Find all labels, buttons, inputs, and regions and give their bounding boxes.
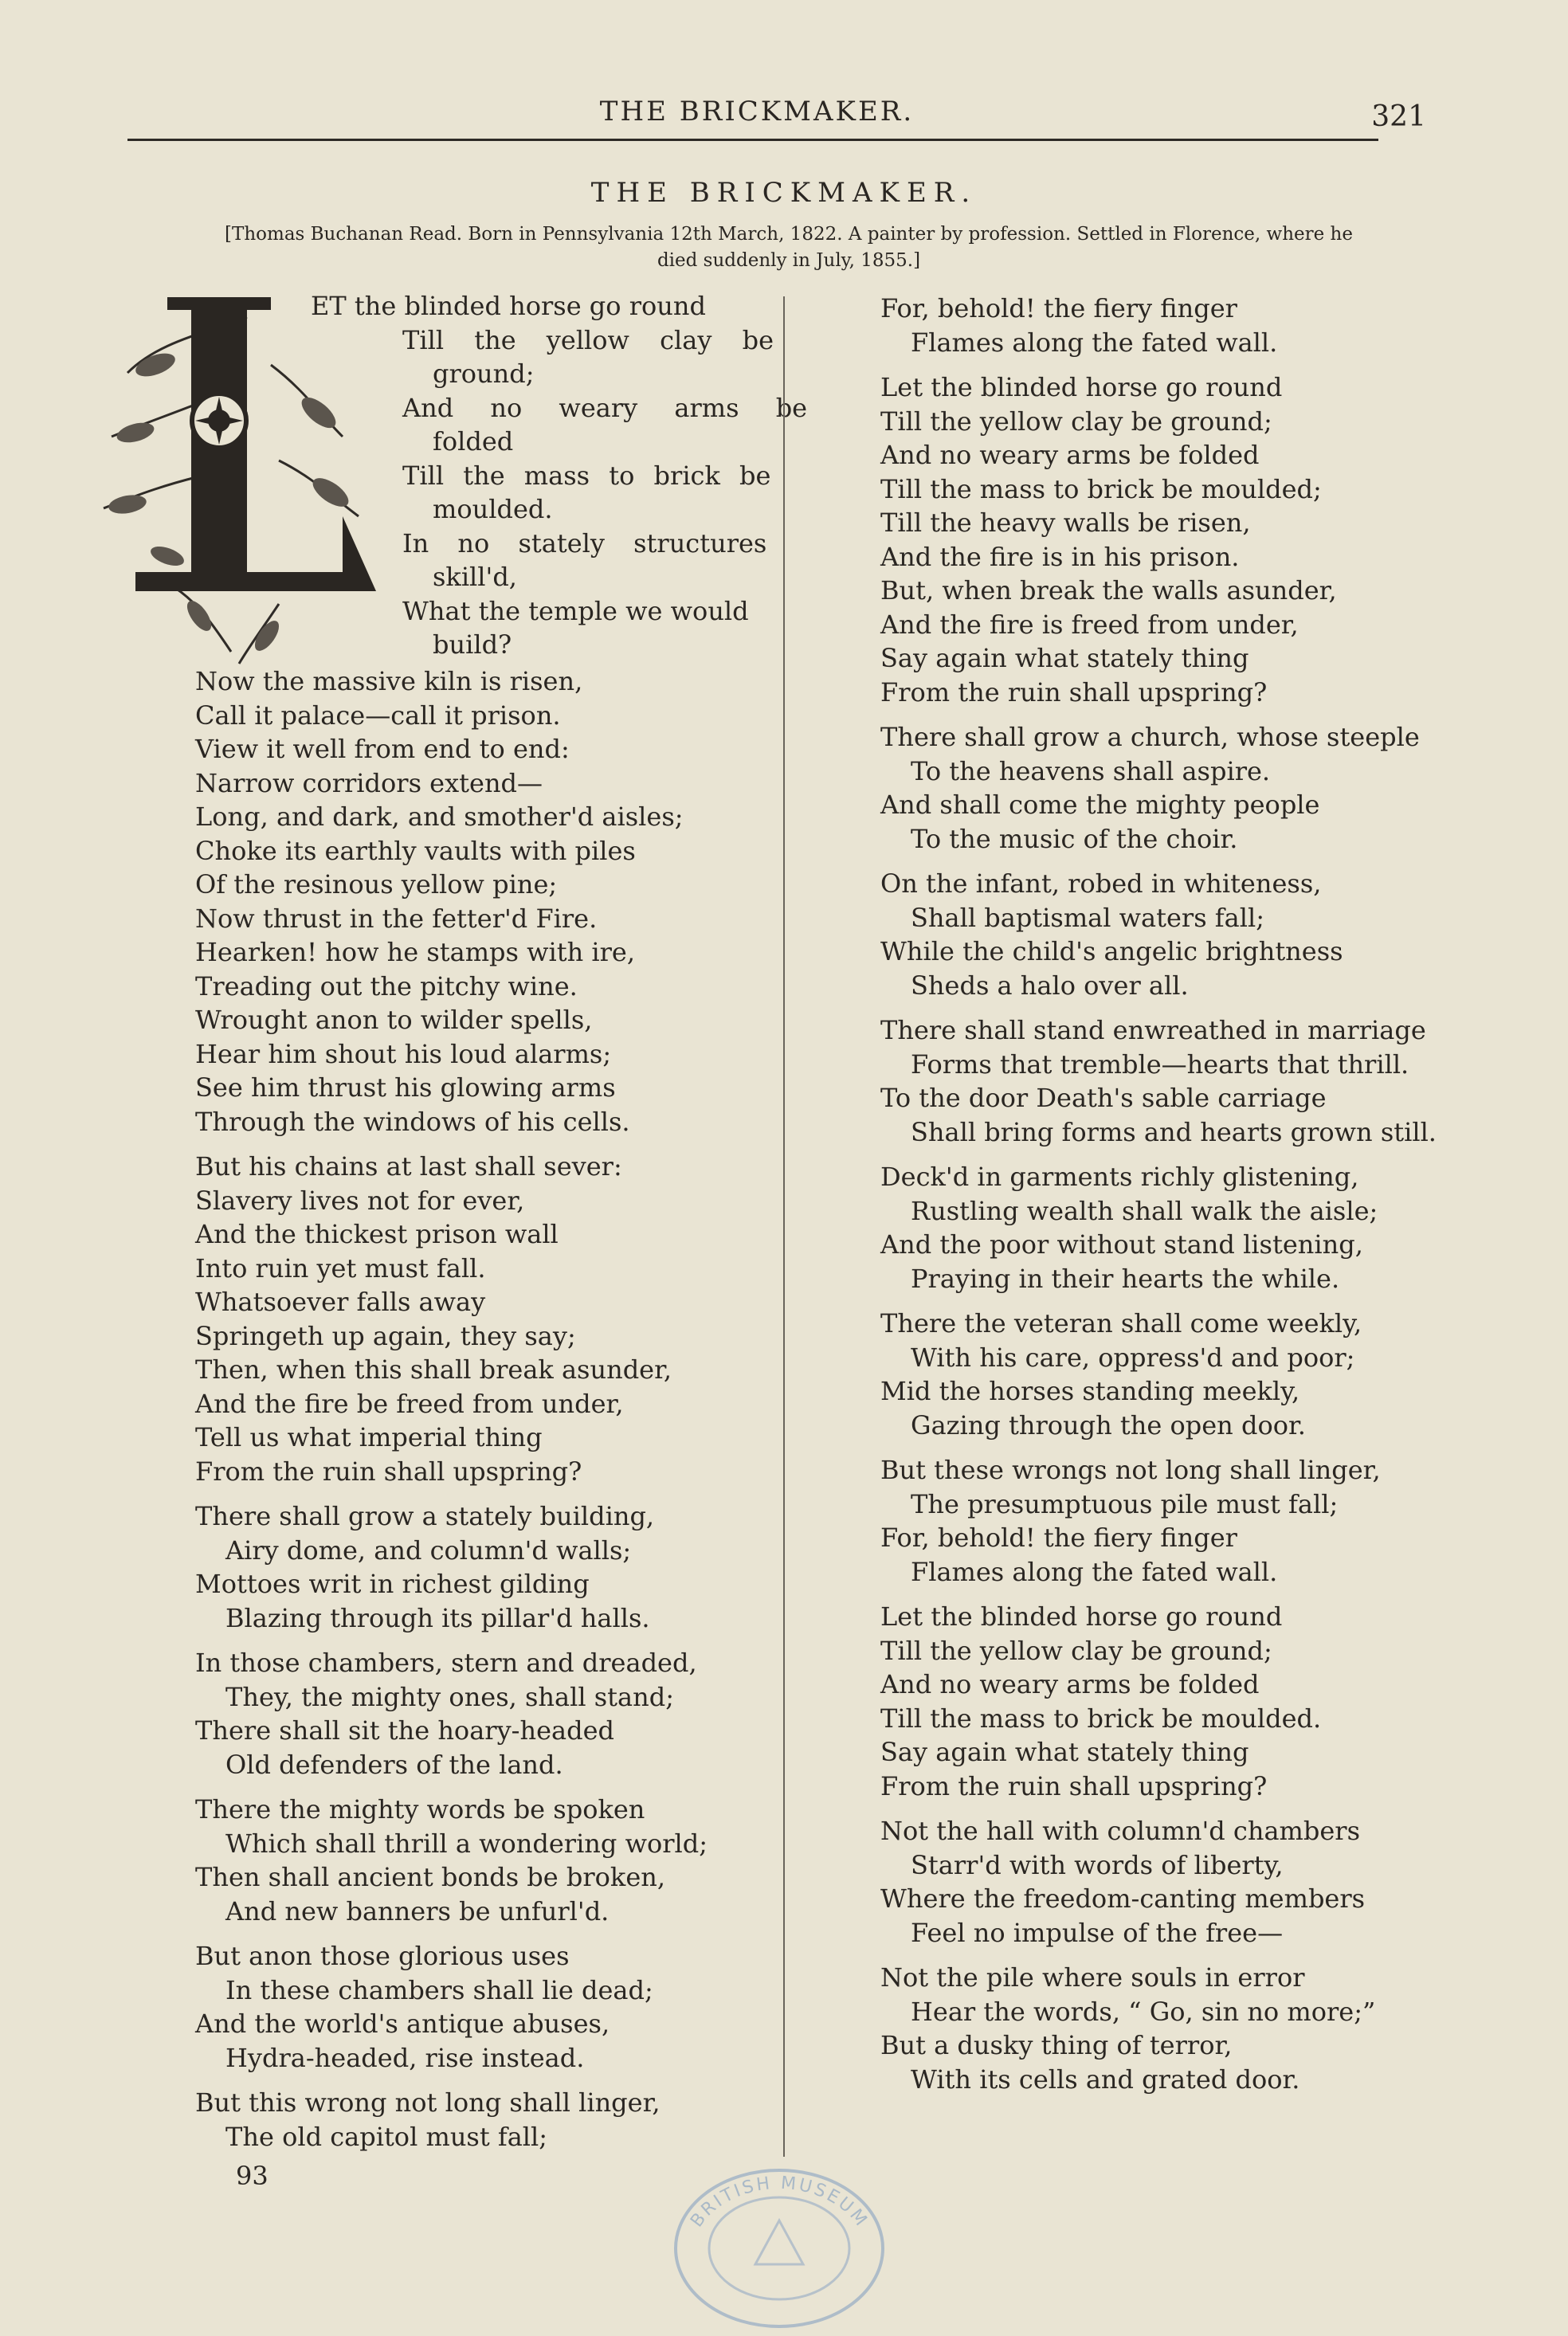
verse-line: Whatsoever falls away: [195, 1287, 486, 1317]
stanza-gap: [880, 1295, 1486, 1307]
page-number: 321: [1371, 100, 1426, 133]
verse-line: In no stately structures: [402, 527, 767, 559]
verse-line: Shall baptismal waters fall;: [911, 902, 1264, 933]
verse-line: And the poor without stand listening,: [880, 1229, 1363, 1260]
verse-line: Then, when this shall break asunder,: [195, 1354, 672, 1385]
verse-line: Till the mass to brick be: [402, 460, 771, 491]
verse-line: Through the windows of his cells.: [195, 1106, 630, 1137]
verse-line: Let the blinded horse go round: [880, 372, 1283, 402]
stanza-gap: [195, 1488, 785, 1499]
verse-line: Let the blinded horse go round: [880, 1601, 1283, 1632]
verse-line: In these chambers shall lie dead;: [225, 1974, 653, 2005]
verse-line: Slavery lives not for ever,: [195, 1185, 525, 1216]
verse-line: Of the resinous yellow pine;: [195, 869, 558, 900]
stanza-gap: [195, 1781, 785, 1793]
verse-line: Call it palace—call it prison.: [195, 700, 561, 731]
stanza: [195, 1939, 785, 2075]
verse-line: Hear him shout his loud alarms;: [195, 1038, 612, 1069]
stanza: [880, 867, 1486, 1002]
right-column: [880, 292, 1486, 2096]
verse-line: And the world's antique abuses,: [195, 2009, 610, 2039]
verse-line: What the temple we would: [402, 595, 749, 626]
verse-line: Till the yellow clay be ground;: [880, 1635, 1272, 1666]
verse-line: Now thrust in the fetter'd Fire.: [195, 903, 598, 934]
verse-line: Mottoes writ in richest gilding: [195, 1569, 590, 1599]
verse-line: Old defenders of the land.: [225, 1749, 563, 1780]
verse-line: There shall sit the hoary-headed: [195, 1715, 614, 1746]
verse-line: And no weary arms be folded: [880, 440, 1260, 470]
left-column: [195, 664, 785, 2154]
verse-line: Tell us what imperial thing: [195, 1422, 543, 1452]
verse-line: Hydra-headed, rise instead.: [225, 2042, 585, 2073]
verse-line: From the ruin shall upspring?: [195, 1456, 582, 1487]
verse-line: And no weary arms be: [402, 392, 808, 423]
stanza: [880, 292, 1486, 359]
verse-line: And shall come the mighty people: [880, 790, 1320, 820]
verse-line: There shall grow a church, whose steeple: [880, 722, 1420, 752]
verse-line: They, the mighty ones, shall stand;: [225, 1681, 674, 1712]
verse-line: Say again what stately thing: [880, 643, 1249, 673]
verse-line: Long, and dark, and smother'd aisles;: [195, 802, 684, 832]
stanza: [880, 370, 1486, 709]
verse-line: Till the yellow clay be ground;: [880, 406, 1272, 437]
stanza: [880, 1453, 1486, 1589]
stanza: [195, 664, 785, 1139]
verse-line: Then shall ancient bonds be broken,: [195, 1862, 666, 1892]
stanza-gap: [880, 1950, 1486, 1961]
verse-line: Flames along the fated wall.: [911, 327, 1278, 358]
stanza-gap: [880, 709, 1486, 720]
verse-line: And the thickest prison wall: [195, 1219, 559, 1249]
verse-line: And the fire is freed from under,: [880, 609, 1299, 640]
verse-line: Say again what stately thing: [880, 1737, 1249, 1767]
verse-line: And the fire be freed from under,: [195, 1388, 624, 1419]
stanza-gap: [880, 359, 1486, 370]
verse-line: Starr'd with words of liberty,: [911, 1849, 1284, 1880]
verse-line: Choke its earthly vaults with piles: [195, 835, 636, 866]
stanza-gap: [880, 1149, 1486, 1160]
header-rule: [127, 139, 1378, 141]
poem-title: THE BRICKMAKER.: [590, 177, 978, 209]
stanza-gap: [880, 1002, 1486, 1013]
verse-line: And no weary arms be folded: [880, 1669, 1260, 1699]
stanza: [195, 2086, 785, 2154]
verse-line: On the infant, robed in whiteness,: [880, 868, 1322, 899]
verse-line: Into ruin yet must fall.: [195, 1252, 486, 1284]
verse-line: See him thrust his glowing arms: [195, 1072, 616, 1103]
verse-line: With its cells and grated door.: [911, 2064, 1300, 2095]
stanza: [195, 1793, 785, 1928]
verse-line: Shall bring forms and hearts grown still.: [911, 1116, 1437, 1147]
verse-line: But anon those glorious uses: [195, 1941, 570, 1971]
verse-line: While the child's angelic brightness: [880, 936, 1343, 966]
verse-line: Not the pile where souls in error: [880, 1962, 1305, 1993]
verse-line: But these wrongs not long shall linger,: [880, 1455, 1381, 1485]
stanza-gap: [880, 1589, 1486, 1600]
stanza: [195, 1150, 785, 1488]
verse-line: Flames along the fated wall.: [911, 1556, 1278, 1587]
verse-line: Wrought anon to wilder spells,: [195, 1005, 593, 1035]
verse-line: But this wrong not long shall linger,: [195, 2087, 661, 2118]
verse-line: Which shall thrill a wondering world;: [225, 1828, 708, 1859]
running-title: THE BRICKMAKER.: [599, 96, 915, 127]
verse-line: The presumptuous pile must fall;: [911, 1488, 1339, 1519]
stanza: [195, 1499, 785, 1635]
verse-line: folded: [433, 426, 514, 457]
verse-line: Till the mass to brick be moulded.: [880, 1703, 1322, 1734]
stanza-gap: [195, 1928, 785, 1939]
verse-line: But, when break the walls asunder,: [880, 575, 1337, 606]
verse-line: Forms that tremble—hearts that thrill.: [911, 1048, 1409, 1080]
verse-line: There shall stand enwreathed in marriage: [880, 1015, 1426, 1045]
verse-line: Praying in their hearts the while.: [911, 1263, 1340, 1294]
verse-line: Till the heavy walls be risen,: [880, 508, 1251, 538]
running-head: [127, 89, 1426, 137]
verse-line: To the music of the choir.: [911, 823, 1238, 854]
verse-line: Till the mass to brick be moulded;: [880, 473, 1322, 504]
verse-line: From the ruin shall upspring?: [880, 676, 1268, 707]
verse-line: ET the blinded horse go round: [311, 291, 706, 321]
author-note-line: died suddenly in July, 1855.]: [657, 250, 921, 271]
verse-line: For, behold! the fiery finger: [880, 1523, 1237, 1553]
verse-line: And the fire is in his prison.: [880, 541, 1240, 572]
verse-line: But a dusky thing of terror,: [880, 2030, 1233, 2060]
stanza: [880, 1814, 1486, 1950]
verse-line: There the veteran shall come weekly,: [880, 1308, 1362, 1338]
verse-line: Blazing through its pillar'd halls.: [225, 1602, 650, 1633]
verse-line: Rustling wealth shall walk the aisle;: [911, 1195, 1378, 1226]
verse-line: There shall grow a stately building,: [195, 1501, 655, 1531]
stanza: [880, 1307, 1486, 1442]
verse-line: skill'd,: [433, 562, 517, 592]
library-stamp: [668, 2161, 891, 2336]
verse-line: moulded.: [433, 494, 553, 524]
stanza-gap: [880, 1803, 1486, 1814]
verse-line: Hearken! how he stamps with ire,: [195, 937, 636, 967]
verse-line: Deck'd in garments richly glistening,: [880, 1162, 1359, 1192]
verse-line: And new banners be unfurl'd.: [225, 1895, 610, 1926]
verse-line: Not the hall with column'd chambers: [880, 1816, 1360, 1846]
verse-line: With his care, oppress'd and poor;: [911, 1342, 1355, 1373]
verse-line: In those chambers, stern and dreaded,: [195, 1648, 697, 1678]
stamp-text: BRITISH MUSEUM: [687, 2173, 872, 2232]
verse-line: Feel no impulse of the free—: [911, 1917, 1284, 1948]
signature-mark: 93: [236, 2161, 269, 2191]
verse-line: From the ruin shall upspring?: [880, 1770, 1268, 1801]
stanza-gap: [880, 1442, 1486, 1453]
verse-line: For, behold! the fiery finger: [880, 293, 1237, 323]
verse-line: Till the yellow clay be: [402, 324, 774, 355]
verse-line: Sheds a halo over all.: [911, 970, 1189, 1001]
stanza-gap: [880, 856, 1486, 867]
verse-line: Gazing through the open door.: [911, 1409, 1306, 1440]
stanza: [880, 1013, 1486, 1149]
stanza-gap: [195, 2075, 785, 2086]
verse-line: build?: [433, 629, 512, 660]
verse-line: Mid the horses standing meekly,: [880, 1376, 1300, 1406]
verse-line: To the heavens shall aspire.: [911, 755, 1271, 786]
verse-line: Narrow corridors extend—: [195, 767, 543, 798]
verse-line: Airy dome, and column'd walls;: [225, 1534, 632, 1566]
verse-line: Where the freedom-canting members: [880, 1883, 1366, 1914]
verse-line: ground;: [433, 359, 535, 389]
verse-line: There the mighty words be spoken: [195, 1794, 645, 1825]
column-divider: [783, 296, 785, 2157]
verse-line: Springeth up again, they say;: [195, 1320, 576, 1351]
stanza: [880, 1160, 1486, 1295]
verse-line: Hear the words, “ Go, sin no more;”: [911, 1996, 1376, 2027]
stanza: [195, 1646, 785, 1781]
author-note-line: [Thomas Buchanan Read. Born in Pennsylvania 12th March, 1822. A painter by profession. Settled in Florence, where he: [225, 224, 1353, 245]
stanza: [880, 1600, 1486, 1803]
verse-line: But his chains at last shall sever:: [195, 1151, 622, 1182]
stanza: [880, 720, 1486, 856]
verse-line: Treading out the pitchy wine.: [195, 970, 578, 1001]
verse-line: Now the massive kiln is risen,: [195, 666, 583, 696]
verse-line: To the door Death's sable carriage: [880, 1083, 1327, 1113]
stanza-gap: [195, 1635, 785, 1646]
stanza-gap: [195, 1139, 785, 1150]
stanza: [880, 1961, 1486, 2096]
opening-stanza: [311, 289, 808, 662]
verse-line: View it well from end to end:: [195, 734, 570, 764]
verse-line: The old capitol must fall;: [225, 2121, 548, 2152]
